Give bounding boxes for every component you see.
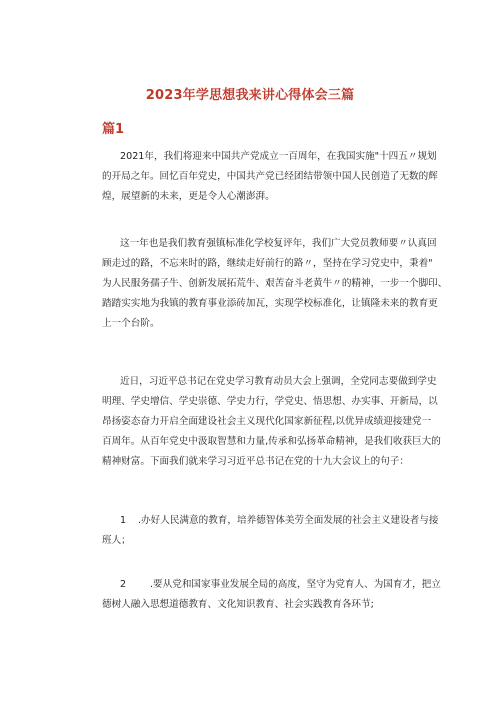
list-item-line [102, 575, 441, 595]
list-item-line: 德树人融入思想道德教育、文化知识教育、社会实践教育各环节; [102, 599, 374, 610]
list-item-number: 2 [120, 579, 127, 590]
paragraph-line: 2021年，我们将迎来中国共产党成立一百周年，在我国实施"十四五〃规划 [120, 151, 437, 162]
paragraph-line: 这一年也是我们教育强镇标准化学校复评年，我们广大党员教师要〃认真回 [120, 238, 437, 249]
paragraph-line: 百周年。从百年党史中汲取智慧和力量,传承和弘扬革命精神，是我们收获巨大的 [102, 436, 441, 447]
paragraph-line: 的开局之年。回忆百年党史，中国共产党已经团结带领中国人民创造了无数的辉 [102, 171, 438, 182]
list-item-1 [102, 511, 439, 551]
paragraph-1 [102, 147, 438, 207]
paragraph-3 [102, 372, 441, 472]
document-title: 2023年学思想我来讲心得体会三篇 [145, 88, 355, 103]
paragraph-line: 昂扬姿态奋力开启全面建设社会主义现代化国家新征程,以优异成绩迎接建党一 [102, 416, 432, 427]
paragraph-line: 精神财富。下面我们就来学习习近平总书记在党的十九大会议上的句子： [102, 456, 409, 467]
paragraph-line: 顾走过的路，不忘来时的路，继续走好前行的路〃，坚持在学习党史中，秉着" [102, 258, 433, 269]
list-item-number: 1 [120, 515, 127, 526]
paragraph-2 [102, 234, 448, 334]
paragraph-line: 近日，习近平总书记在党史学习教育动员大会上强调，全党同志要做到学史 [120, 376, 437, 387]
paragraph-line: 煌，展望新的未来，更是令人心潮澎湃。 [102, 191, 275, 202]
list-item-2 [102, 575, 441, 615]
paragraph-line: 为人民服务孺子牛、创新发展拓荒牛、艰苦奋斗老黄牛〃的精神，一步一个脚印、 [102, 278, 448, 289]
list-item-line: 班人； [102, 535, 131, 546]
list-item-text: .要从党和国家事业发展全局的高度，坚守为党育人、为国育才，把立 [150, 579, 441, 590]
list-item-text: .办好人民满意的教育，培养德智体美劳全面发展的社会主义建设者与接 [138, 515, 439, 526]
paragraph-line: 明理、学史增信、学史崇德、学史力行，学党史、悟思想、办实事、开新局，以 [102, 396, 438, 407]
section-heading: 篇1 [102, 122, 125, 137]
paragraph-line: 上一个台阶。 [102, 318, 160, 329]
paragraph-line: 踏踏实实地为我镇的教育事业添砖加瓦，实现学校标准化，让镇隆未来的教育更 [102, 298, 438, 309]
list-item-line [102, 511, 439, 531]
